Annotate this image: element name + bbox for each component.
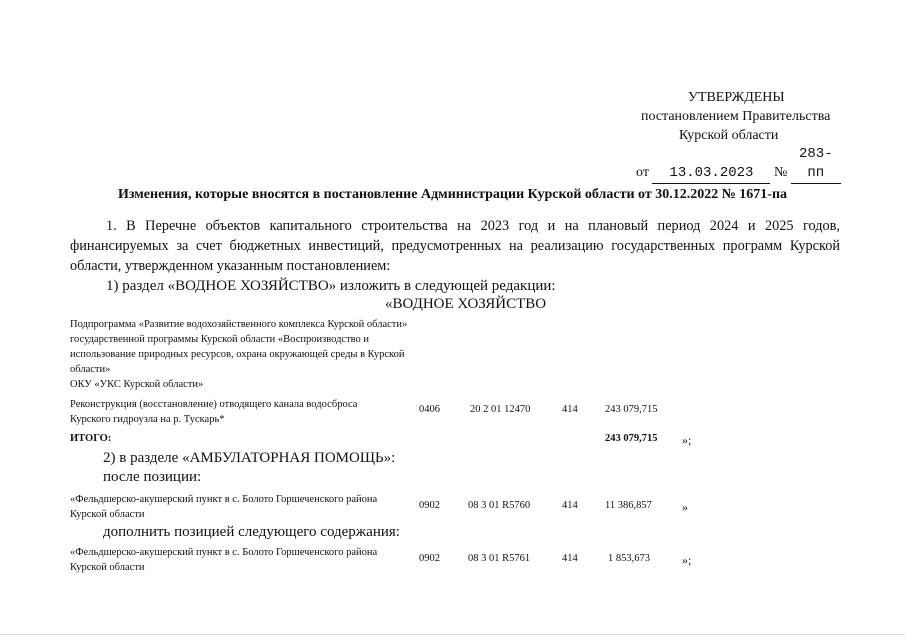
approval-line-resolution: постановлением Правительства <box>641 109 831 124</box>
number-label: № <box>773 165 788 180</box>
intro-paragraph <box>70 216 840 276</box>
row2-code2: 08 3 01 R5760 <box>468 500 531 511</box>
item-2: 2) в разделе «АМБУЛАТОРНАЯ ПОМОЩЬ»: <box>103 450 396 466</box>
row1-name: Реконструкция (восстановление) отводящего канала водосброса Курского гидроузла на р. Тускарь* <box>70 399 358 425</box>
approval-line-region: Курской области <box>679 128 779 143</box>
after-position: после позиции: <box>103 469 202 485</box>
total-label: ИТОГО: <box>70 433 112 444</box>
customer-text: ОКУ «УКС Курской области» <box>70 379 204 390</box>
subprogram-text: Подпрограмма «Развитие водохозяйственного комплекса Курской области» государственной программы Курской области «Воспроизводство и использование природных ресурсов, охрана окружающей среды в Курской области» <box>70 319 408 375</box>
total-closing: »; <box>682 433 692 447</box>
approval-block <box>600 88 860 184</box>
row3-code3: 414 <box>562 553 578 564</box>
row2-amount: 11 386,857 <box>605 500 652 511</box>
scan-artifact-line <box>0 634 905 635</box>
row2-code3: 414 <box>562 500 578 511</box>
row2-closing: » <box>682 500 688 514</box>
row3-code2: 08 3 01 R5761 <box>468 553 531 564</box>
intro-text: 1. В Перечне объектов капитального строительства на 2023 год и на плановый период 2024 и 2025 годов, финансируемых за счет бюджетных инвестиций, предусмотренных на реализацию государственных программ Курской области, утвержденном указанным постановлением: <box>70 218 840 274</box>
approval-date: 13.03.2023 <box>652 164 770 184</box>
row1-code2: 20 2 01 12470 <box>470 404 531 415</box>
row3-name: «Фельдшерско-акушерский пункт в с. Болото Горшеченского района Курской области <box>70 547 378 573</box>
row3-code1: 0902 <box>419 553 440 564</box>
document-heading: Изменения, которые вносятся в постановление Администрации Курской области от 30.12.2022 № 1671-па <box>117 187 788 202</box>
row2-name: «Фельдшерско-акушерский пункт в с. Болото Горшеченского района Курской области <box>70 494 378 520</box>
section-title: «ВОДНОЕ ХОЗЯЙСТВО <box>385 296 547 312</box>
approval-number: 283-пп <box>791 145 841 184</box>
item-1: 1) раздел «ВОДНОЕ ХОЗЯЙСТВО» изложить в следующей редакции: <box>106 278 556 294</box>
row1-amount: 243 079,715 <box>605 404 658 415</box>
add-position: дополнить позицией следующего содержания: <box>103 524 400 540</box>
approval-date-line <box>636 145 860 184</box>
from-label: от <box>636 165 649 180</box>
row1-code3: 414 <box>562 404 578 415</box>
approval-title: УТВЕРЖДЕНЫ <box>688 90 785 105</box>
total-amount: 243 079,715 <box>605 433 658 444</box>
row3-amount: 1 853,673 <box>608 553 650 564</box>
row2-code1: 0902 <box>419 500 440 511</box>
row1-code1: 0406 <box>419 404 440 415</box>
row3-closing: »; <box>682 553 692 567</box>
